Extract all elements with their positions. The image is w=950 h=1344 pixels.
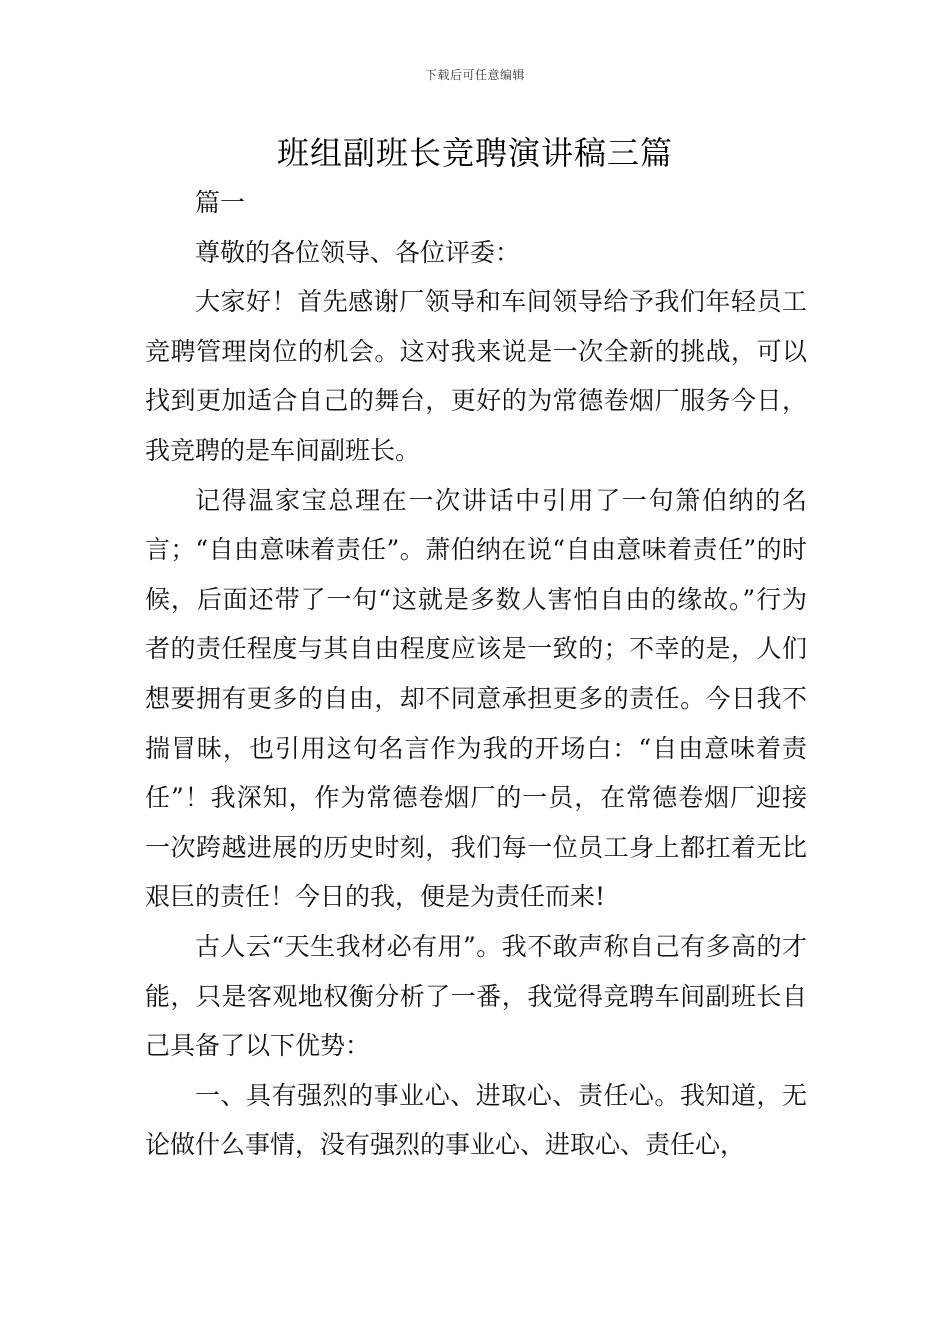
document-title: 班组副班长竞聘演讲稿三篇 bbox=[276, 134, 673, 172]
body-paragraph: 古人云“天生我材必有用”。我不敢声称自己有多高的才能，只是客观地权衡分析了一番，我觉得竞聘车间副班长自己具备了以下优势： bbox=[145, 931, 807, 1061]
salutation: 尊敬的各位领导、各位评委： bbox=[195, 237, 521, 267]
body-paragraph: 记得温家宝总理在一次讲话中引用了一句箫伯纳的名言；“自由意味着责任”。萧伯纳在说“自由意味着责任”的时候，后面还带了一句“这就是多数人害怕自由的缘故。”行为者的责任程度与其自由程度应该是一致的；不幸的是，人们想要拥有更多的自由，却不同意承担更多的责任。今日我不揣冒昧，也引用这句名言作为我的开场白：“自由意味着责任”！我深知，作为常德卷烟厂的一员，在常德卷烟厂迎接一次跨越进展的历史时刻，我们每一位员工身上都扛着无比艰巨的责任！今日的我，便是为责任而来! bbox=[145, 485, 807, 912]
section-heading: 篇一 bbox=[195, 188, 246, 217]
body-paragraph: 一、具有强烈的事业心、进取心、责任心。我知道，无论做什么事情，没有强烈的事业心、进取心、责任心， bbox=[145, 1080, 807, 1160]
header-note: 下载后可任意编辑 bbox=[424, 68, 525, 82]
document-body bbox=[145, 178, 807, 1170]
body-paragraph: 大家好！首先感谢厂领导和车间领导给予我们年轻员工竞聘管理岗位的机会。这对我来说是一次全新的挑战，可以找到更加适合自己的舞台，更好的为常德卷烟厂服务今日，我竞聘的是车间副班长。 bbox=[145, 287, 807, 465]
